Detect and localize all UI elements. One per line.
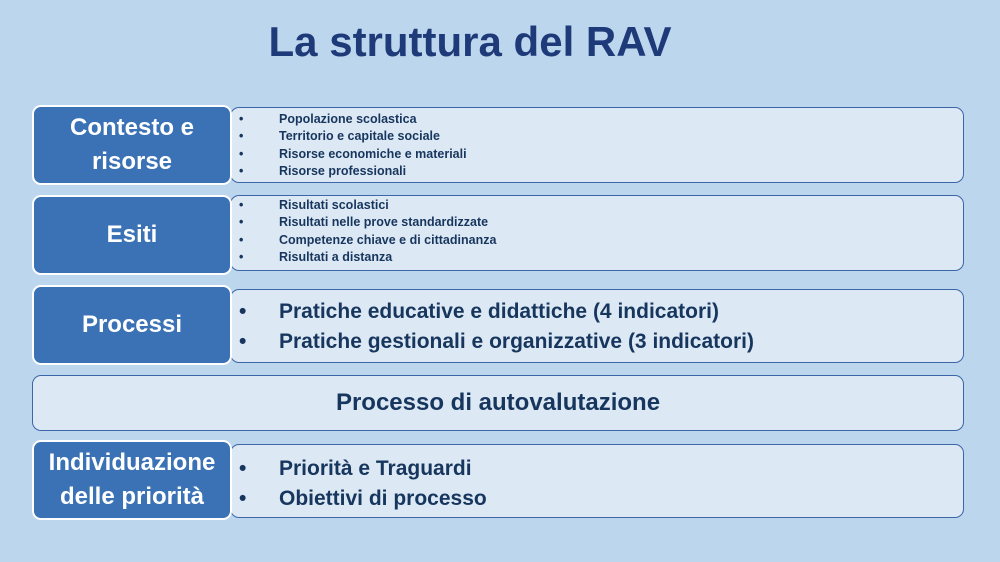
list-item: • Risultati scolastici xyxy=(231,197,963,214)
section-label: Processi xyxy=(32,285,232,365)
section-contesto-risorse xyxy=(32,105,964,185)
section-esiti xyxy=(32,195,964,275)
list-item: • Risorse professionali xyxy=(231,163,963,180)
list-item: • Pratiche educative e didattiche (4 indicatori) xyxy=(231,297,963,327)
section-individuazione-priorita xyxy=(32,440,964,520)
list-item: • Popolazione scolastica xyxy=(231,111,963,128)
list-item: • Competenze chiave e di cittadinanza xyxy=(231,232,963,249)
list-item: • Pratiche gestionali e organizzative (3 indicatori) xyxy=(231,327,963,357)
list-item: • Priorità e Traguardi xyxy=(231,454,963,484)
section-items-box xyxy=(230,289,964,363)
section-items-box xyxy=(230,444,964,518)
section-processi xyxy=(32,285,964,365)
list-item: • Obiettivi di processo xyxy=(231,484,963,514)
section-label: Contesto e risorse xyxy=(32,105,232,185)
section-items-box xyxy=(230,195,964,271)
section-label: Individuazione delle priorità xyxy=(32,440,232,520)
section-label: Esiti xyxy=(32,195,232,275)
list-item: • Risorse economiche e materiali xyxy=(231,146,963,163)
list-item: • Risultati nelle prove standardizzate xyxy=(231,214,963,231)
list-item: • Risultati a distanza xyxy=(231,249,963,266)
section-autovalutazione: Processo di autovalutazione xyxy=(32,375,964,431)
page-title: La struttura del RAV xyxy=(268,18,672,65)
section-items-box xyxy=(230,107,964,183)
list-item: • Territorio e capitale sociale xyxy=(231,128,963,145)
